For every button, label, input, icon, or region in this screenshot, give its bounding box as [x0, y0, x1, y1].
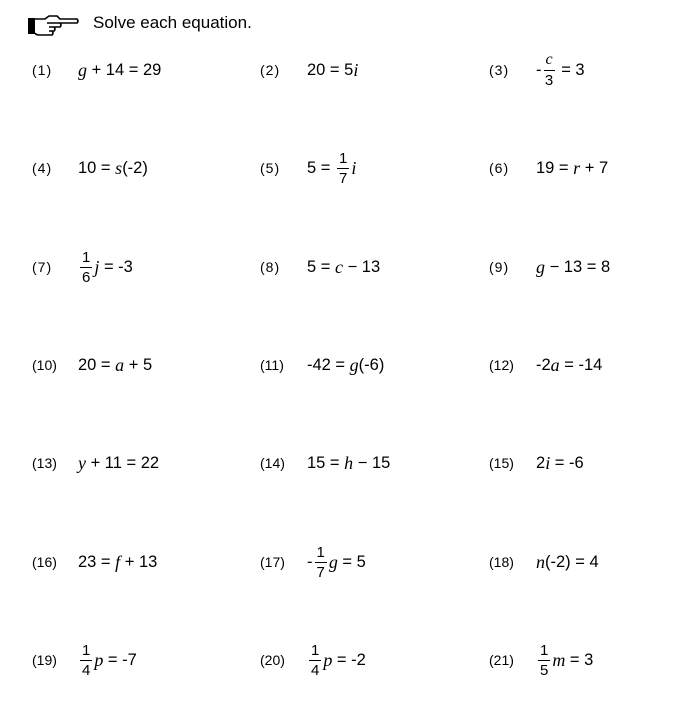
fraction: [309, 643, 321, 678]
equation-text: 19 =: [536, 158, 574, 177]
equation-text: -: [536, 60, 542, 79]
equation-text: 23 =: [78, 552, 116, 571]
problem-8: [260, 247, 380, 287]
variable: i: [351, 157, 357, 178]
problem-3: [489, 50, 585, 90]
problem-number: (6): [489, 160, 510, 176]
problem-21: [489, 640, 593, 680]
equation: [78, 643, 137, 678]
equation-text: 20 =: [78, 355, 116, 374]
problem-number: (4): [32, 160, 53, 176]
fraction-numerator: 1: [540, 641, 549, 659]
equation-text: = 3: [556, 60, 585, 79]
equation: [536, 552, 599, 573]
variable: a: [115, 354, 125, 375]
equation: [78, 453, 159, 474]
problem-number: (5): [260, 160, 281, 176]
problem-number: (8): [260, 259, 281, 275]
fraction-denominator: 3: [544, 72, 554, 89]
fraction: [315, 545, 327, 580]
problem-number: (14): [260, 455, 285, 471]
pointing-hand-icon: [27, 13, 79, 39]
variable: c: [334, 256, 343, 277]
problem-15: [489, 443, 584, 483]
variable: g: [349, 354, 359, 375]
variable: r: [573, 157, 581, 178]
equation-text: = -6: [550, 453, 584, 472]
fraction-denominator: 4: [311, 661, 320, 679]
fraction-numerator: c: [545, 51, 553, 68]
equation-text: − 13 = 8: [545, 257, 611, 276]
variable: y: [78, 452, 86, 473]
equation-text: 2: [536, 453, 546, 472]
fraction: [337, 151, 349, 186]
fraction: [80, 643, 92, 678]
variable: p: [323, 649, 333, 670]
fraction-denominator: 6: [82, 268, 91, 286]
problem-number: (9): [489, 259, 510, 275]
fraction: [538, 643, 550, 678]
problem-5: [260, 148, 356, 188]
problem-20: [260, 640, 366, 680]
problem-14: [260, 443, 390, 483]
equation: [307, 453, 390, 474]
equation-text: 10 =: [78, 158, 116, 177]
equation-text: = 5: [337, 552, 366, 571]
variable: n: [536, 551, 545, 572]
problem-number: (7): [32, 259, 53, 275]
problem-10: [32, 345, 152, 385]
equation: [536, 257, 610, 278]
problem-number: (13): [32, 455, 57, 471]
equation-text: 5 =: [307, 257, 335, 276]
equation-text: (-2): [122, 158, 148, 177]
problem-number: (12): [489, 357, 514, 373]
problem-number: (17): [260, 554, 285, 570]
equation: [307, 60, 358, 81]
instruction-text: Solve each equation.: [93, 13, 252, 32]
worksheet-header: [27, 12, 79, 40]
equation: [78, 552, 157, 573]
equation-text: − 13: [342, 257, 381, 276]
problem-number: (20): [260, 652, 285, 668]
problem-number: (18): [489, 554, 514, 570]
variable: m: [552, 649, 566, 670]
variable: a: [550, 354, 560, 375]
equation: [307, 355, 384, 376]
fraction: [544, 52, 555, 88]
equation-text: = -7: [103, 650, 137, 669]
equation: [78, 250, 133, 285]
fraction: [80, 250, 92, 285]
problem-number: (21): [489, 652, 514, 668]
variable: i: [545, 452, 551, 473]
equation-text: − 15: [353, 453, 391, 472]
variable: g: [536, 256, 545, 277]
problem-number: (19): [32, 652, 57, 668]
problem-12: [489, 345, 602, 385]
problem-19: [32, 640, 137, 680]
problem-number: (11): [260, 357, 284, 373]
problem-16: [32, 542, 157, 582]
equation: [307, 151, 356, 186]
equation: [78, 60, 161, 81]
equation-text: -42 =: [307, 355, 350, 374]
variable: h: [344, 452, 354, 473]
fraction-denominator: 7: [316, 563, 325, 581]
equation-text: (-6): [358, 355, 385, 374]
fraction-denominator: 7: [338, 169, 348, 187]
equation: [536, 453, 584, 474]
problem-number: (10): [32, 357, 57, 373]
equation-text: + 5: [124, 355, 153, 374]
equation: [78, 355, 152, 376]
equation: [536, 643, 593, 678]
problem-number: (15): [489, 455, 514, 471]
equation: [307, 545, 366, 580]
problem-4: [32, 148, 148, 188]
variable: g: [328, 551, 338, 572]
variable: p: [94, 649, 104, 670]
fraction-numerator: 1: [82, 641, 91, 659]
equation: [78, 158, 148, 179]
variable: g: [78, 59, 87, 80]
problem-17: [260, 542, 366, 582]
equation-text: = -3: [99, 257, 133, 276]
equation-text: = -14: [559, 355, 603, 374]
equation: [307, 643, 366, 678]
variable: f: [115, 551, 121, 572]
equation-text: = 3: [565, 650, 594, 669]
equation: [536, 355, 602, 376]
fraction-denominator: 4: [82, 661, 91, 679]
problem-number: (3): [489, 62, 510, 78]
fraction-numerator: 1: [316, 543, 325, 561]
fraction-numerator: 1: [311, 641, 320, 659]
variable: i: [353, 59, 359, 80]
variable: s: [115, 157, 123, 178]
equation-text: 5 =: [307, 158, 335, 177]
equation-text: -2: [536, 355, 551, 374]
equation: [536, 158, 608, 179]
problem-number: (2): [260, 62, 281, 78]
problem-number: (16): [32, 554, 57, 570]
fraction-numerator: 1: [82, 248, 91, 266]
problem-6: [489, 148, 608, 188]
variable: j: [94, 256, 100, 277]
equation-text: -: [307, 552, 313, 571]
equation-text: + 14 = 29: [87, 60, 162, 79]
equation-text: (-2) = 4: [545, 552, 599, 571]
fraction-denominator: 5: [540, 661, 549, 679]
problem-9: [489, 247, 610, 287]
equation-text: + 7: [580, 158, 609, 177]
equation: [536, 52, 585, 88]
problem-2: [260, 50, 358, 90]
equation-text: 20 = 5: [307, 60, 354, 79]
problem-7: [32, 247, 133, 287]
equation-text: 15 =: [307, 453, 345, 472]
equation-text: + 11 = 22: [86, 453, 160, 472]
equation: [307, 257, 380, 278]
problem-13: [32, 443, 159, 483]
problem-1: [32, 50, 161, 90]
equation-text: + 13: [120, 552, 158, 571]
problem-18: [489, 542, 599, 582]
equation-text: = -2: [332, 650, 366, 669]
problem-11: [260, 345, 384, 385]
fraction-numerator: 1: [338, 149, 348, 167]
problem-number: (1): [32, 62, 53, 78]
